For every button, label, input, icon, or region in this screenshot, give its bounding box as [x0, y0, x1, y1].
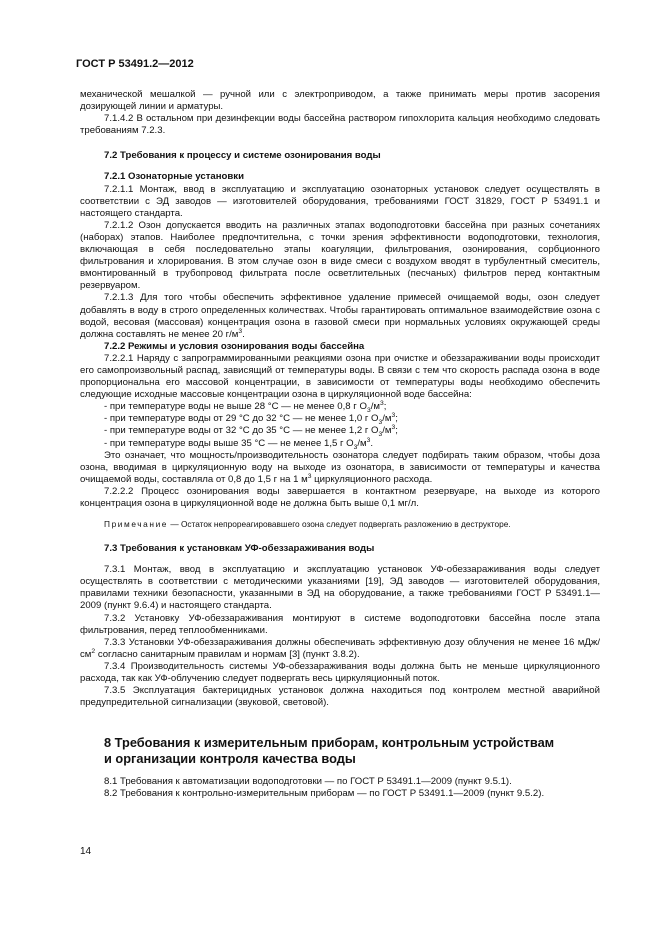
text: /м: [382, 425, 392, 437]
text: 7.3.3 Установки УФ-обеззараживания должны обеспечивать эффективную дозу облучения не менее 16 мДж/см: [80, 636, 600, 660]
superscript: 3: [238, 327, 243, 335]
paragraph-7-2-1-2: 7.2.1.2 Озон допускается вводить на различных этапах водоподготовки бассейна при разных сочетаниях (наборах) этапов. Наиболее предпочтительна, с точки зрения эффективности водоподготовки, технология, включающая в себя последовательно этапы коагуляции, фильтрования, озонирования, сорбционного фильтрования и хлорирования. В этом случае озон в виде смеси с воздухом вводят в турбулентный смеситель, вмонтированный в трубопровод фильтрата после осветлительных (песчаных) фильтров перед контактным резервуаром.: [80, 219, 600, 292]
section-heading-8-cont: и организации контроля качества воды: [104, 751, 356, 767]
subscript: 3: [378, 419, 383, 427]
text: - при температуре воды выше 35 °С — не менее 1,5 г О: [104, 437, 354, 449]
paragraph-7-3-5: 7.3.5 Эксплуатация бактерицидных установок должна находиться под контролем местной аварийной предупредительной сигнализации (звуковой, световой).: [80, 685, 600, 709]
text: Это означает, что мощность/производительность озонатора следует подбирать таким образом, чтобы доза озона, вводимая в циркуляционную воду на выходе из озонатора, в зависимости от температуры и качества очищаемой воды, составляла от 0,8 до 1,5 г на 1 м: [80, 449, 600, 485]
paragraph-7-2-1-3: [80, 292, 600, 340]
list-item: [80, 425, 600, 437]
section-heading-7-3: 7.3 Требования к установкам УФ-обеззараживания воды: [104, 543, 375, 555]
section-heading-8: 8 Требования к измерительным приборам, контрольным устройствам: [104, 735, 555, 751]
paragraph-7-3-4: 7.3.4 Производительность системы УФ-обеззараживания воды должна быть не меньше циркуляционного расхода, так как УФ-облучению следует подвергать весь циркуляционный поток.: [80, 660, 600, 685]
document-body: [80, 89, 600, 801]
superscript: 3: [391, 412, 396, 420]
superscript: 3: [391, 424, 396, 432]
paragraph-8-2: 8.2 Требования к контрольно-измерительным приборам — по ГОСТ Р 53491.1—2009 (пункт 9.5.2).: [104, 788, 545, 800]
text: - при температуре воды от 32 °С до 35 °С — не менее 1,2 г О: [104, 425, 379, 437]
document-header: ГОСТ Р 53491.2—2012: [76, 58, 194, 70]
superscript: 3: [366, 436, 371, 444]
paragraph-7-3-3: [80, 637, 600, 661]
text: /м: [357, 437, 367, 449]
note: [80, 519, 600, 530]
paragraph-7-2-1-1: 7.2.1.1 Монтаж, ввод в эксплуатацию и эксплуатацию озонаторных установок следует осуществлять в соответствии с ЭД заводов — изготовителей оборудования, требованиями ГОСТ 31829, ГОСТ Р 53491.1 и настоящего стандарта.: [80, 183, 600, 219]
page-number: 14: [80, 846, 92, 857]
subsection-heading-7-2-2: 7.2.2 Режимы и условия озонирования воды бассейна: [104, 340, 365, 352]
note-text: — Остаток непрореагировавшего озона следует подвергать разложению в деструкторе.: [168, 519, 511, 530]
text: /м: [370, 401, 380, 413]
subscript: 3: [378, 431, 383, 439]
paragraph-explanation: [80, 450, 600, 486]
text: - при температуре воды не выше 28 °С — не менее 0,8 г О: [104, 401, 367, 413]
superscript: 3: [379, 400, 384, 408]
subsection-heading-7-2-1: 7.2.1 Озонаторные установки: [104, 171, 244, 183]
paragraph-7-3-2: 7.3.2 Установку УФ-обеззараживания монтируют в системе водоподготовки бассейна после этапа фильтрования, перед теплообменниками.: [80, 612, 600, 636]
text: .: [370, 437, 374, 449]
superscript: 2: [91, 647, 96, 655]
paragraph-7-2-2-2: 7.2.2.2 Процесс озонирования воды завершается в контактном резервуаре, на выходе из которого концентрация озона в циркуляционной воде не должна быть выше 0,1 мг/л.: [80, 485, 600, 509]
text: ;: [383, 401, 387, 413]
list-item: [80, 438, 600, 450]
paragraph: механической мешалкой — ручной или с электроприводом, а также принимать меры против засорения дозирующей линии и арматуры.: [80, 89, 600, 113]
subscript: 3: [353, 443, 358, 451]
section-heading-7-2: 7.2 Требования к процессу и системе озонирования воды: [104, 150, 381, 162]
subscript: 3: [366, 407, 371, 415]
list-item: [80, 413, 600, 425]
text: .: [242, 328, 245, 340]
text: согласно санитарным правилам и нормам [3] (пункт 3.8.2).: [95, 648, 360, 660]
paragraph-7-3-1: 7.3.1 Монтаж, ввод в эксплуатацию и эксплуатацию установок УФ-обеззараживания воды следует осуществлять в соответствии с методическими указаниями [19], ЭД заводов — изготовителей оборудования, правилами техники безопасности, указанными в ЭД на оборудование, а также требованиями ГОСТ Р 53491.1—2009 (пункт 9.6.4) и настоящего стандарта.: [80, 564, 600, 612]
text: /м: [382, 413, 392, 425]
text: ;: [395, 425, 398, 437]
text: ;: [395, 413, 398, 425]
paragraph-7-2-2-1: 7.2.2.1 Наряду с запрограммированными реакциями озона при очистке и обеззараживании воды происходит его самопроизвольный распад, зависящий от температуры воды. В связи с тем что скорость распада озона в воде пропорциональна его массовой концентрации, в зависимости от температуры воды необходимо обеспечить следующие исходные массовые концентрации озона в циркуляционной воде бассейна:: [80, 352, 600, 401]
text: 7.2.1.3 Для того чтобы обеспечить эффективное удаление примесей очищаемой воды, озон следует добавлять в воду в строго определенных количествах. Чтобы гарантировать оптимальное взаимодействие озона с водой, весовая (массовая) концентрация озона в газовой смеси при нормальных условиях окружающей среды должна составлять не менее 20 г/м: [80, 292, 600, 340]
note-label: Примечание: [104, 519, 169, 530]
text: - при температуре воды от 29 °С до 32 °С — не менее 1,0 г О: [104, 413, 379, 425]
list-item: [80, 401, 600, 413]
superscript: 3: [307, 472, 312, 480]
paragraph-8-1: 8.1 Требования к автоматизации водоподготовки — по ГОСТ Р 53491.1—2009 (пункт 9.5.1).: [104, 776, 512, 788]
paragraph-7-1-4-2: 7.1.4.2 В остальном при дезинфекции воды бассейна раствором гипохлорита кальция необходимо следовать требованиям 7.2.3.: [80, 113, 600, 137]
text: циркуляционного расхода.: [311, 473, 433, 485]
